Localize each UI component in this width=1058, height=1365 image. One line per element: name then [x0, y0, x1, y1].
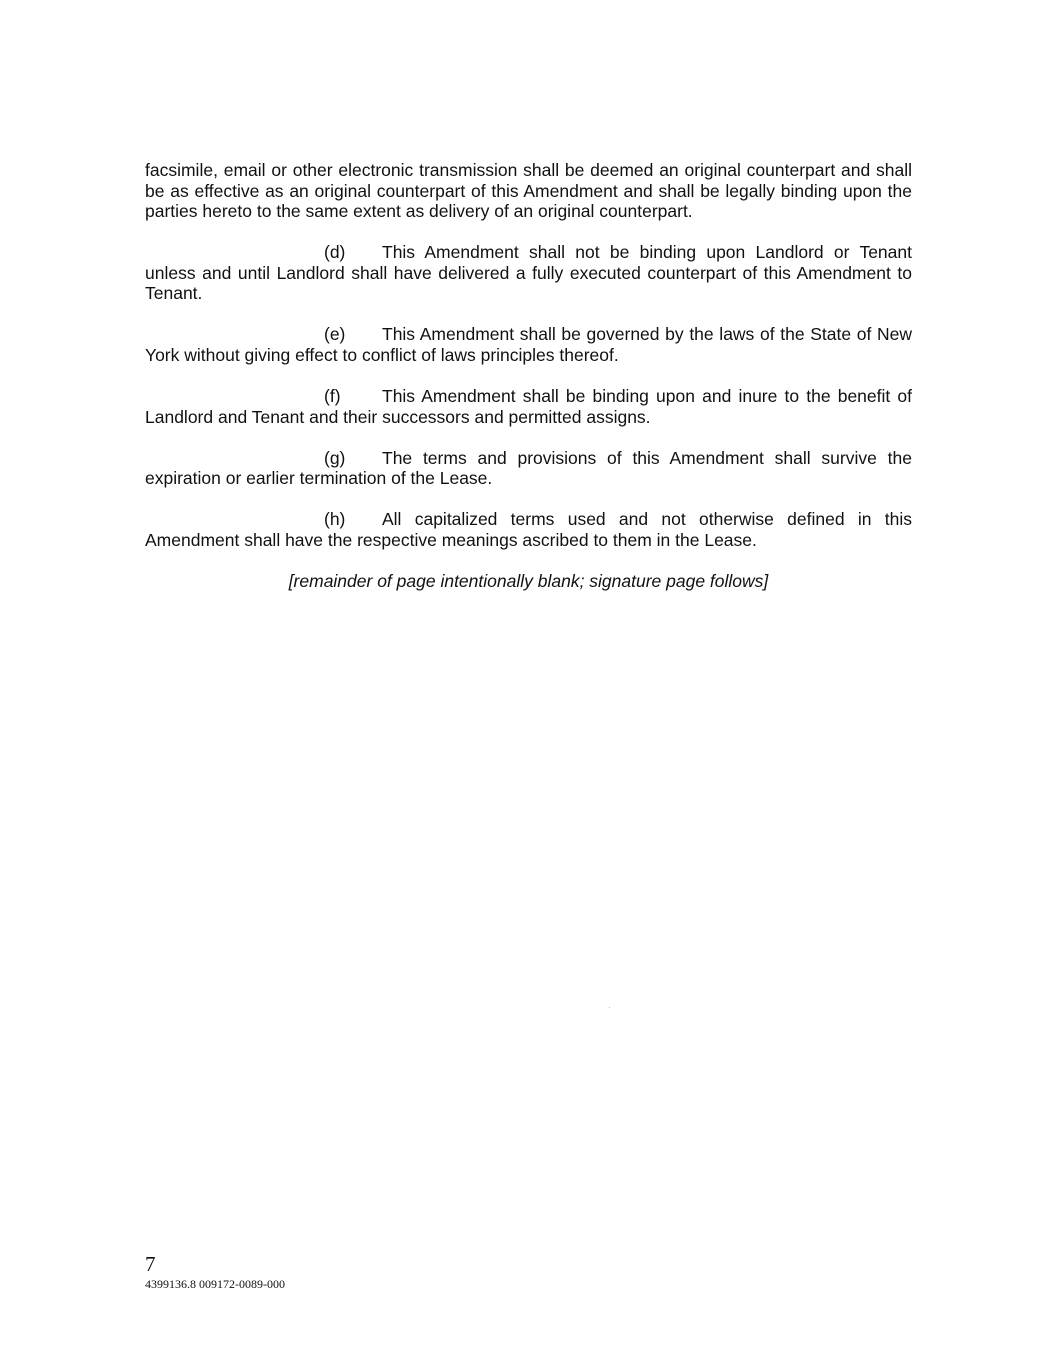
closing-note: [remainder of page intentionally blank; signature page follows]: [288, 570, 769, 591]
section-item-f: [145, 386, 912, 427]
document-id: 4399136.8 009172-0089-000: [145, 1277, 285, 1291]
item-letter: (e): [324, 324, 346, 345]
section-item-g: [145, 448, 912, 489]
item-letter: (f): [324, 385, 341, 406]
item-text: The terms and provisions of this Amendment shall survive the expiration or earlier termination of the Lease.: [145, 447, 912, 489]
item-text: This Amendment shall be governed by the laws of the State of New York without giving effect to conflict of laws principles thereof.: [145, 324, 912, 365]
item-letter: (d): [324, 242, 346, 263]
page-footer: [145, 1253, 285, 1292]
item-text: This Amendment shall not be binding upon Landlord or Tenant unless and until Landlord shall have delivered a fully executed counterpart of this Amendment to Tenant.: [145, 242, 912, 304]
document-body: [145, 160, 912, 591]
item-letter: (g): [324, 447, 346, 468]
section-item-h: [145, 509, 912, 550]
section-item-d: [145, 242, 912, 304]
scan-speck: [609, 1007, 610, 1008]
item-text: All capitalized terms used and not otherwise defined in this Amendment shall have the respective meanings ascribed to them in the Lease.: [145, 509, 912, 550]
item-letter: (h): [324, 509, 346, 530]
section-item-e: [145, 324, 912, 365]
continuation-paragraph: facsimile, email or other electronic transmission shall be deemed an original counterpart and shall be as effective as an original counterpart of this Amendment and shall be legally binding upon the parties hereto to the same extent as delivery of an original counterpart.: [145, 160, 912, 222]
item-text: This Amendment shall be binding upon and inure to the benefit of Landlord and Tenant and their successors and permitted assigns.: [145, 385, 912, 427]
page-number: 7: [145, 1252, 156, 1276]
